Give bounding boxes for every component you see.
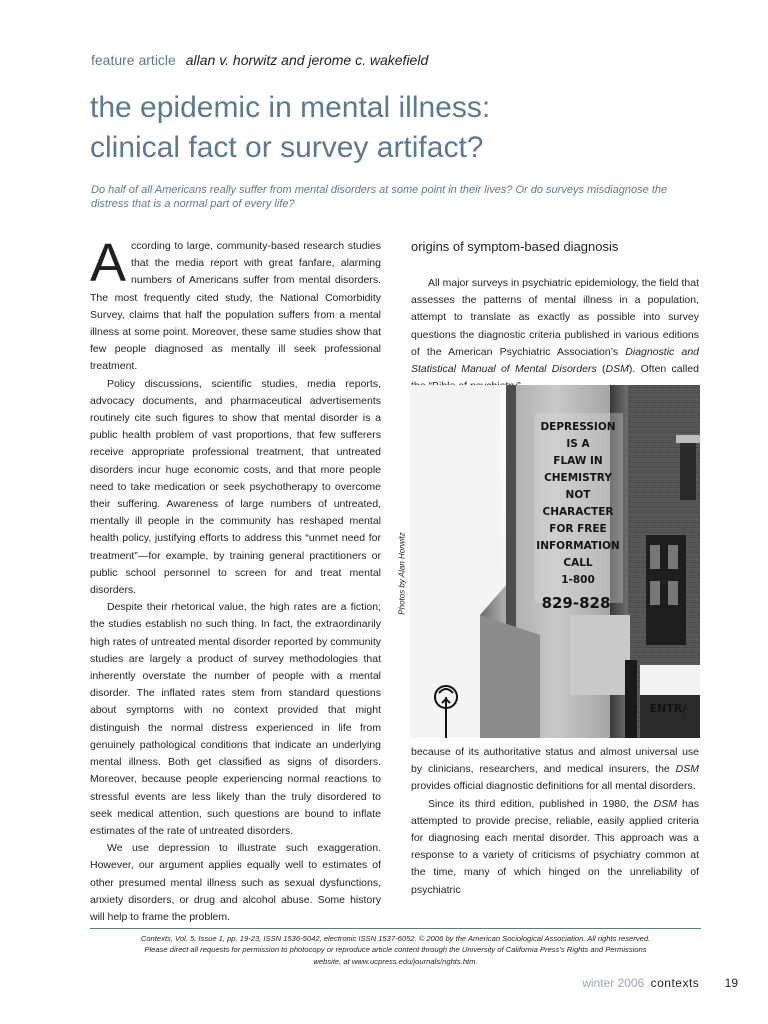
body-paragraph <box>411 796 699 899</box>
body-paragraph <box>411 744 699 796</box>
sign-line: NOT <box>565 489 591 501</box>
article-kicker <box>91 52 428 68</box>
left-column <box>90 233 381 926</box>
right-column-bottom <box>411 744 699 899</box>
issue-season: winter 2006 <box>582 976 645 990</box>
section-heading: origins of symptom-based diagnosis <box>411 239 619 254</box>
text-run: Since its third edition, published in 1980, the <box>428 797 654 810</box>
body-paragraph <box>90 233 381 376</box>
sign-line: IS A <box>566 438 590 450</box>
footer-rule <box>90 928 701 929</box>
copyright-notice <box>90 933 701 967</box>
paragraph-text: ccording to large, community-based research studies that the media report with great fanfare, alarming numbers of Americans suffer from mental disorders. The most frequently cited study, the National Comorbidity Survey, claims that half the population suffers from a mental illness at some point. Moreover, these same studies show that few people diagnosed as mentally ill seek professional treatment. <box>90 240 381 373</box>
building-sign-photo <box>410 385 700 738</box>
text-run: ( <box>596 363 606 376</box>
dsm-abbrev: DSM <box>605 363 629 376</box>
article-dek: Do half of all Americans really suffer from mental disorders at some point in their lives? Or do surveys misdiagnose the distress that is a normal part of every life? <box>91 184 668 210</box>
sign-line: CHARACTER <box>542 506 614 518</box>
sign-line: CALL <box>563 557 593 569</box>
right-column-top <box>411 238 699 395</box>
sign-phone: 829-828 <box>541 594 611 612</box>
sign-line: INFORMATION <box>536 540 620 552</box>
page-number: 19 <box>724 976 738 990</box>
text-run: provides official diagnostic definitions for all mental disorders. <box>411 780 696 793</box>
sign-line: CHEMISTRY <box>544 472 612 484</box>
article-title <box>90 88 730 168</box>
journal-name: contexts <box>650 976 700 990</box>
photo-credit <box>395 385 409 738</box>
footnote-line: Contexts, Vol. 5, Issue 1, pp. 19-23, ISSN 1536-5042, electronic ISSN 1537-6052. © 2006 by the American Sociological Association. All rights reserved. <box>140 934 651 943</box>
page-folio <box>582 976 738 990</box>
author-byline: allan v. horwitz and jerome c. wakefield <box>185 52 429 68</box>
body-paragraph <box>411 275 699 395</box>
title-line-2: clinical fact or survey artifact? <box>90 131 484 164</box>
photo-figure <box>395 385 701 738</box>
footnote-line: Please direct all requests for permission to photocopy or reproduce article content through the University of California Press’s Rights and Permissions <box>144 945 647 955</box>
photo-credit-text: Photos by Alan Horwitz <box>397 532 407 615</box>
sign-line: 1-800 <box>561 574 595 586</box>
text-run: because of its authoritative status and almost universal use by clinicians, researchers, and medical insurers, the <box>411 746 699 776</box>
body-paragraph: Despite their rhetorical value, the high rates are a fiction; the studies establish no such thing. In fact, the extraordinarily high rates of untreated mental disorder reported by community studies are largely a product of survey methodologies that inherently overstate the number of people with a mental disorder. The inflated rates stem from standard questions about symptoms with no context provided that might distinguish the normal distress experienced in life from genuinely pathological conditions that indicate an underlying mental illness. Both get classified as signs of disorders. Moreover, because people experiencing normal reactions to stressful events are less likely than the truly disordered to seek medical attention, such questions are bound to inflate estimates of the rate of untreated disorders. <box>90 601 381 837</box>
footnote-line: website, at www.ucpress.edu/journals/rights.htm. <box>313 956 478 966</box>
text-run: All major surveys in psychiatric epidemiology, the field that assesses the patterns of mental illness in a population, attempt to translate as exactly as possible into survey questions the diagnostic criteria published in various editions of the American Psychiatric Association’s <box>411 277 699 358</box>
section-label: feature article <box>91 52 176 68</box>
text-run: ). Often called <box>628 363 699 376</box>
sign-line: DEPRESSION <box>540 421 616 433</box>
dsm-abbrev: DSM <box>675 763 699 776</box>
title-line-1: the epidemic in mental illness: <box>90 91 491 124</box>
body-paragraph: Policy discussions, scientific studies, media reports, advocacy documents, and pharmaceutical advertisements routinely cite such figures to show that mental disorder is a public health problem of vast proportions, that few sufferers receive appropriate professional treatment, that untreated disorders incur huge economic costs, and that more people need to take medication or seek psychotherapy to overcome their suffering. Awareness of large numbers of untreated, mentally ill people in the community has reshaped mental health policy, justifying efforts to address this “unmet need for treatment”—for example, by training general practitioners or public school personnel to screen for and treat mental disorders. <box>90 377 381 597</box>
body-paragraph: We use depression to illustrate such exaggeration. However, our argument applies equally well to estimates of other presumed mental illness such as sexual dysfunctions, anxiety disorders, or drug and alcohol abuse. Some history will help to frame the problem. <box>90 842 381 923</box>
drop-cap: A <box>90 233 127 293</box>
book-title: Diagnostic and Statistical Manual of Mental Disorders <box>411 345 699 376</box>
text-run: has attempted to provide precise, reliable, easily applied criteria for diagnosing each mental disorder. This approach was a response to a variety of criticisms of psychiatry common at the time, many of which hinged on the unreliability of psychiatric <box>411 797 699 896</box>
dsm-abbrev: DSM <box>653 797 677 810</box>
sign-line: FLAW IN <box>553 455 603 467</box>
sign-line: FOR FREE <box>549 523 607 535</box>
marquee-text: ENTR/ <box>649 702 687 715</box>
